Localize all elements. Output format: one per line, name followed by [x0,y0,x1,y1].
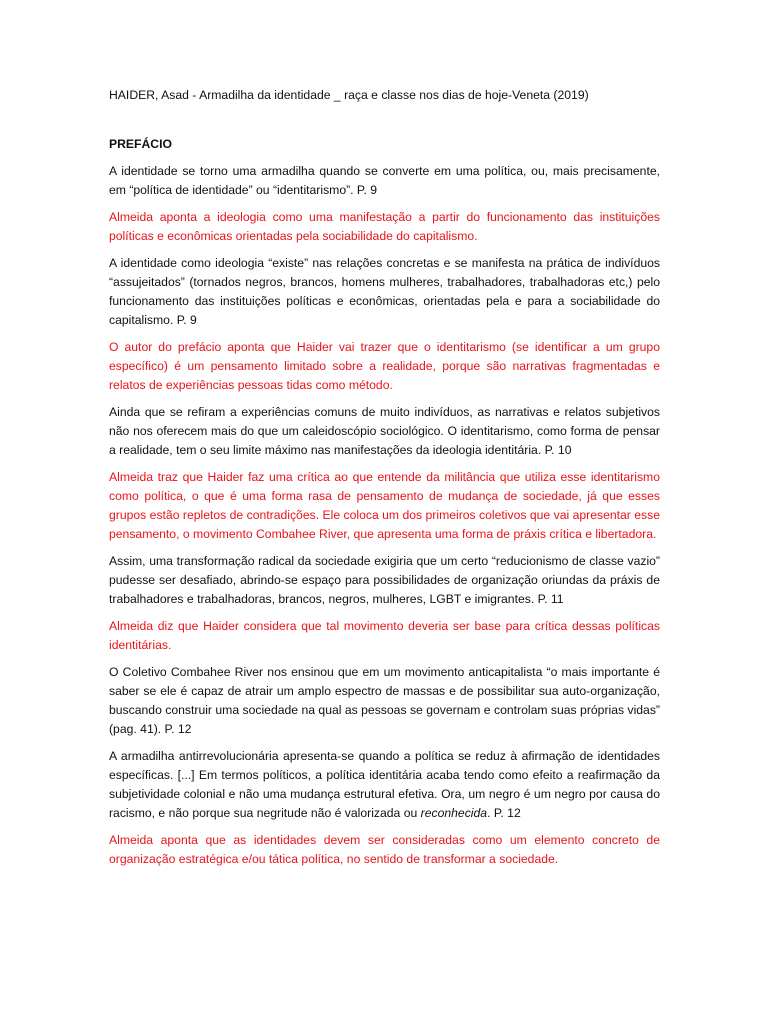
paragraph-10-text: A armadilha antirrevolucionária apresenta-se quando a política se reduz à afirmação de identidades específicas. [...] Em termos políticos, a política identitária acaba tendo como efeito a reafirmação da subjetividade colonial e não uma mudança estrutural efetiva. Ora, um negro é um negro por causa do racismo, e não porque sua negritude não é valorizada ou [109,749,660,820]
section-title: PREFÁCIO [109,137,172,151]
paragraph-8-note: Almeida diz que Haider considera que tal movimento deveria ser base para crítica dessas políticas identitárias. [109,619,660,652]
reference-line: HAIDER, Asad - Armadilha da identidade _ raça e classe nos dias de hoje-Veneta (2019) [109,88,589,102]
paragraph-3: A identidade como ideologia “existe” nas relações concretas e se manifesta na prática de indivíduos “assujeitados” (tornados negros, brancos, homens mulheres, trabalhadores, trabalhadoras etc,) pelo funcionamento das instituições políticas e econômicas, orientadas pela e para a sociabilidade do capitalismo. P. 9 [109,256,660,327]
paragraph-2-note: Almeida aponta a ideologia como uma manifestação a partir do funcionamento das instituições políticas e econômicas orientadas pela sociabilidade do capitalismo. [109,210,660,243]
paragraph-1: A identidade se torno uma armadilha quando se converte em uma política, ou, mais precisamente, em “política de identidade” ou “identitarismo”. P. 9 [109,164,660,197]
paragraph-11-note: Almeida aponta que as identidades devem ser consideradas como um elemento concreto de organização estratégica e/ou tática política, no sentido de transformar a sociedade. [109,833,660,866]
paragraph-7: Assim, uma transformação radical da sociedade exigiria que um certo “reducionismo de classe vazio” pudesse ser desafiado, abrindo-se espaço para possibilidades de organização oriundas da práxis de trabalhadores e trabalhadoras, brancos, negros, mulheres, LGBT e imigrantes. P. 11 [109,554,660,606]
paragraph-5: Ainda que se refiram a experiências comuns de muito indivíduos, as narrativas e relatos subjetivos não nos oferecem mais do que um caleidoscópio sociológico. O identitarismo, como forma de pensar a realidade, tem o seu limite máximo nas manifestações da ideologia identitária. P. 10 [109,405,660,457]
paragraph-6-note: Almeida traz que Haider faz uma crítica ao que entende da militância que utiliza esse identitarismo como política, o que é uma forma rasa de pensamento de mudança de sociedade, já que esses grupos estão repletos de contradições. Ele coloca um dos primeiros coletivos que vai apresentar esse pensamento, o movimento Combahee River, que apresenta uma forma de práxis crítica e libertadora. [109,470,660,541]
paragraph-9: O Coletivo Combahee River nos ensinou que em um movimento anticapitalista “o mais importante é saber se ele é capaz de atrair um amplo espectro de massas e de possibilitar sua auto-organização, buscando construir uma sociedade na qual as pessoas se governam e controlam suas próprias vidas” (pag. 41). P. 12 [109,665,660,736]
paragraph-4-note: O autor do prefácio aponta que Haider vai trazer que o identitarismo (se identificar a um grupo específico) é um pensamento limitado sobre a realidade, porque são narrativas fragmentadas e relatos de experiências pessoas tidas como método. [109,340,660,392]
paragraph-10-tail: . P. 12 [487,806,521,820]
document-page [109,76,660,869]
paragraph-10-italic: reconhecida [420,806,488,820]
paragraph-10 [109,747,660,823]
